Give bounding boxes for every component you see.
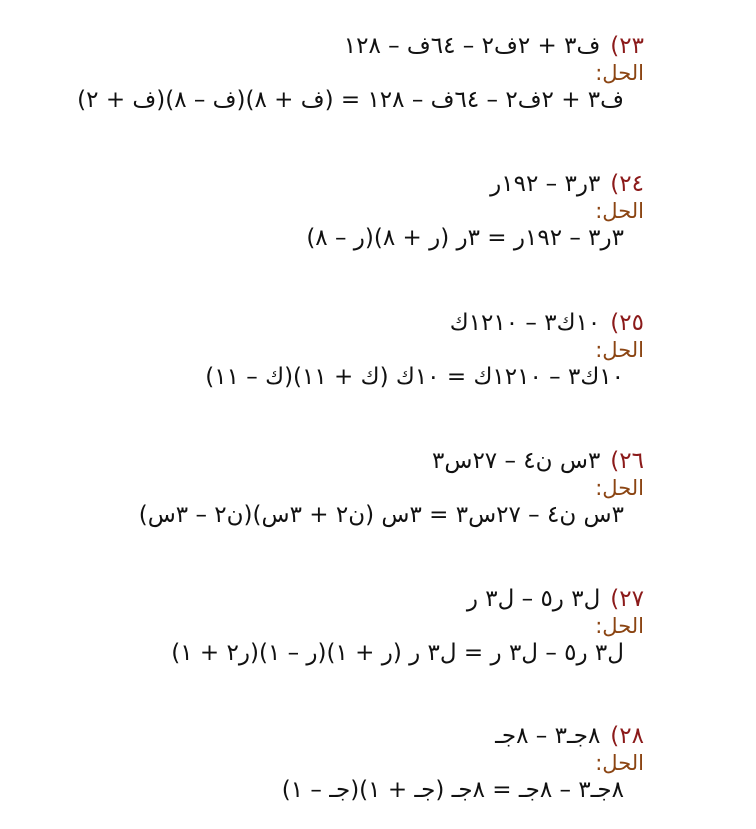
question-line xyxy=(44,447,644,475)
solution-label: الحل: xyxy=(595,614,644,638)
answer-expression: ف٣ + ٢ف٢ – ٦٤ف – ١٢٨ = (ف + ٨)(ف – ٨)(ف + ٢) xyxy=(77,87,624,113)
question-expression: ف٣ + ٢ف٢ – ٦٤ف – ١٢٨ xyxy=(343,33,601,59)
question-expression: ٨جـ٣ – ٨جـ xyxy=(495,723,601,749)
problem-number: ٢٥) xyxy=(610,310,644,336)
solution-label: الحل: xyxy=(595,476,644,500)
question-line xyxy=(44,32,644,60)
question-line xyxy=(44,722,644,750)
problem-28 xyxy=(44,722,644,804)
problem-number: ٢٤) xyxy=(610,171,644,197)
question-line xyxy=(44,585,644,613)
answer-expression: ٨جـ٣ – ٨جـ = ٨جـ (جـ + ١)(جـ – ١) xyxy=(281,777,624,803)
problem-23 xyxy=(44,32,644,114)
solution-label: الحل: xyxy=(595,61,644,85)
problem-24 xyxy=(44,170,644,252)
solution-label: الحل: xyxy=(595,751,644,775)
question-line xyxy=(44,309,644,337)
question-expression: ١٠ك٣ – ١٢١٠ك xyxy=(449,310,601,336)
solution-label: الحل: xyxy=(595,199,644,223)
question-expression: ل٣ ر٥ – ل٣ ر xyxy=(466,586,601,612)
problem-number: ٢٦) xyxy=(610,448,644,474)
problem-25 xyxy=(44,309,644,391)
solution-label: الحل: xyxy=(595,338,644,362)
problem-number: ٢٨) xyxy=(610,723,644,749)
problem-number: ٢٧) xyxy=(610,586,644,612)
answer-expression: ١٠ك٣ – ١٢١٠ك = ١٠ك (ك + ١١)(ك – ١١) xyxy=(205,364,624,390)
question-expression: ٣س ن٤ – ٢٧س٣ xyxy=(432,448,601,474)
question-line xyxy=(44,170,644,198)
answer-expression: ٣س ن٤ – ٢٧س٣ = ٣س (ن٢ + ٣س)(ن٢ – ٣س) xyxy=(138,502,624,528)
problem-27 xyxy=(44,585,644,667)
question-expression: ٣ر٣ – ١٩٢ر xyxy=(490,171,601,197)
answer-expression: ل٣ ر٥ – ل٣ ر = ل٣ ر (ر + ١)(ر – ١)(ر٢ + ١) xyxy=(171,640,624,666)
problem-26 xyxy=(44,447,644,529)
problem-number: ٢٣) xyxy=(610,33,644,59)
answer-expression: ٣ر٣ – ١٩٢ر = ٣ر (ر + ٨)(ر – ٨) xyxy=(306,225,624,251)
